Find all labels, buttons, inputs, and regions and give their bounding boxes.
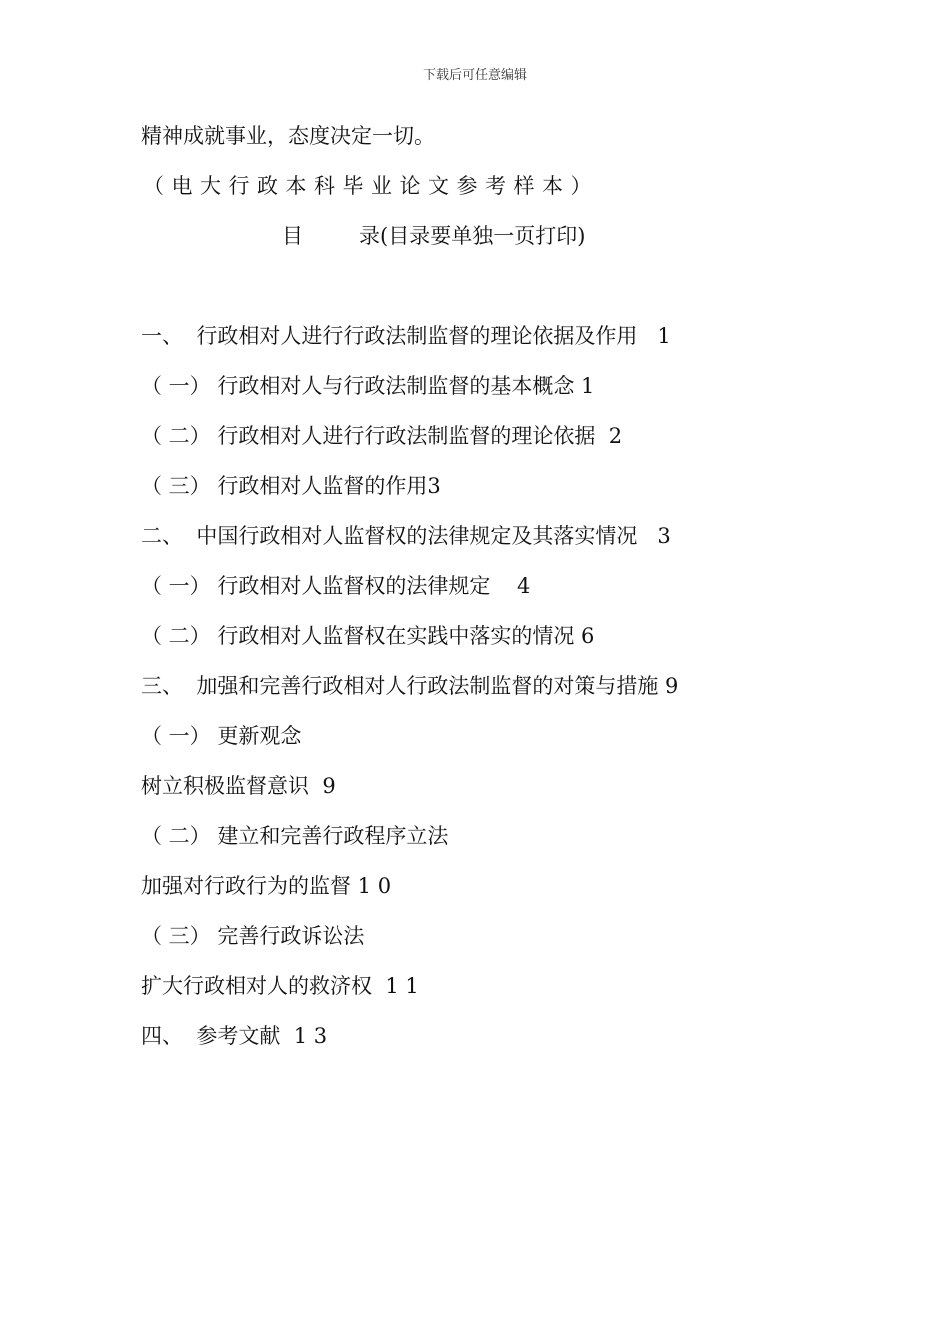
toc-item: 一、 行政相对人进行行政法制监督的理论依据及作用 1 <box>141 324 671 348</box>
toc-item: （ 一） 行政相对人与行政法制监督的基本概念 1 <box>141 374 595 398</box>
toc-item: （ 一） 行政相对人监督权的法律规定 4 <box>141 574 531 598</box>
toc-item: 树立积极监督意识 9 <box>141 774 336 798</box>
page-header-note: 下载后可任意编辑 <box>422 68 527 83</box>
toc-item: 二、 中国行政相对人监督权的法律规定及其落实情况 3 <box>141 524 671 548</box>
motto-line: 精神成就事业，态度决定一切。 <box>141 124 435 148</box>
toc-item: （ 二） 行政相对人进行行政法制监督的理论依据 2 <box>141 424 623 448</box>
toc-item: （ 二） 建立和完善行政程序立法 <box>141 824 449 848</box>
toc-title-left: 目 <box>282 224 303 248</box>
toc-item: 加强对行政行为的监督 1 0 <box>141 874 392 898</box>
toc-item: （ 二） 行政相对人监督权在实践中落实的情况 6 <box>141 624 595 648</box>
toc-item: （ 三） 完善行政诉讼法 <box>141 924 365 948</box>
toc-item: 三、 加强和完善行政相对人行政法制监督的对策与措施 9 <box>141 674 679 698</box>
toc-item: 扩大行政相对人的救济权 1 1 <box>141 974 419 998</box>
table-of-contents <box>141 322 678 1072</box>
toc-title <box>282 222 585 250</box>
document-subtitle: （电大行政本科毕业论文参考样本） <box>143 174 599 198</box>
toc-item: 四、 参考文献 1 3 <box>141 1024 328 1048</box>
toc-item: （ 一） 更新观念 <box>141 724 302 748</box>
toc-item: （ 三） 行政相对人监督的作用3 <box>141 474 441 498</box>
toc-title-right: 录(目录要单独一页打印) <box>359 224 586 248</box>
